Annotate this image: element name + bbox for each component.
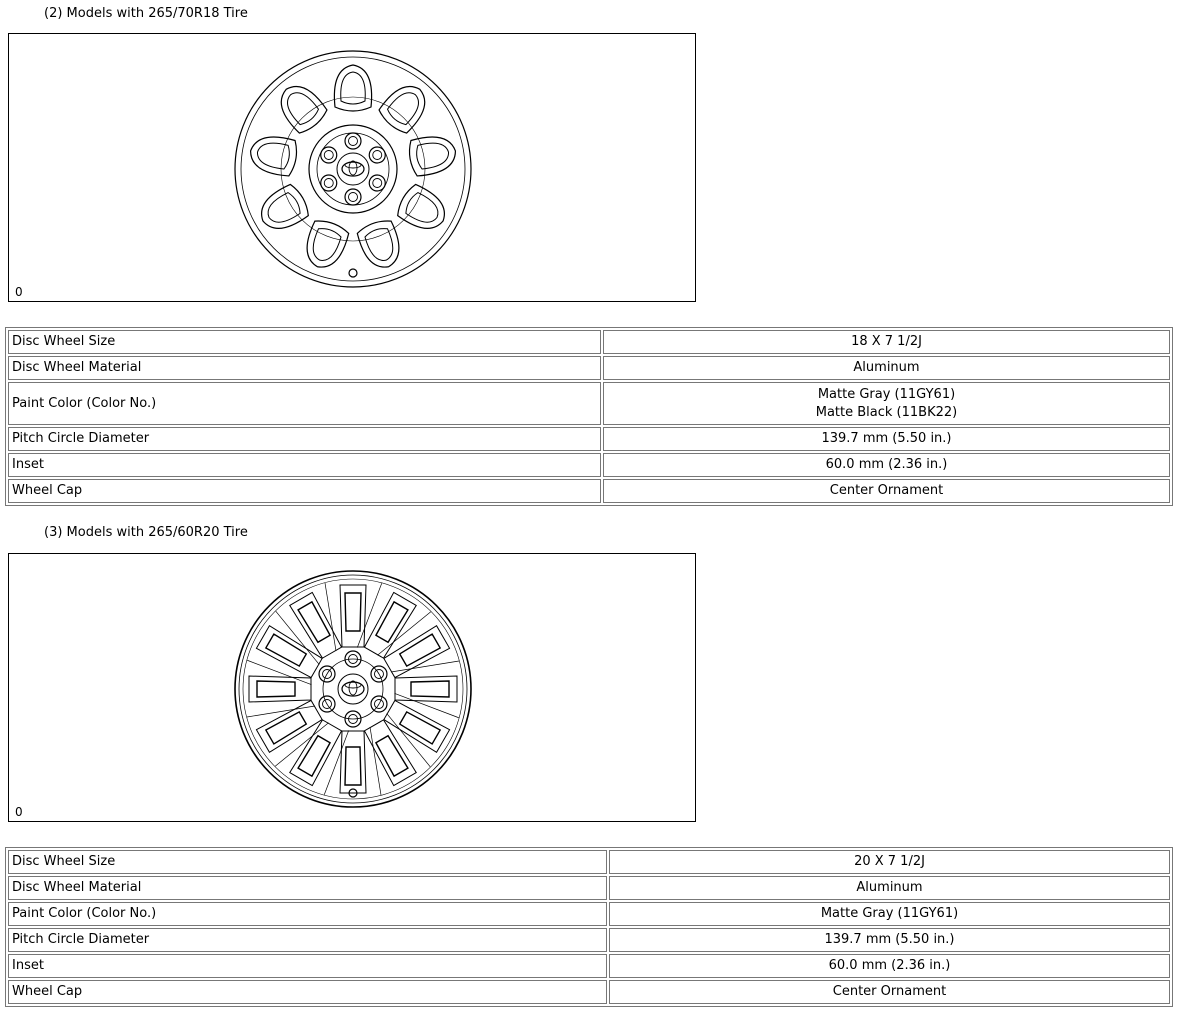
table-row: [8, 427, 1170, 451]
table-row: [8, 928, 1170, 952]
row-label: Paint Color (Color No.): [8, 382, 601, 425]
row-label: Inset: [8, 954, 607, 978]
table-row: [8, 876, 1170, 900]
row-value: 18 X 7 1/2J: [603, 330, 1170, 354]
table-row: [8, 330, 1170, 354]
row-value: 139.7 mm (5.50 in.): [603, 427, 1170, 451]
spec-table-20in: [5, 847, 1173, 1007]
row-label: Disc Wheel Material: [8, 356, 601, 380]
row-value: 20 X 7 1/2J: [609, 850, 1170, 874]
row-label: Pitch Circle Diameter: [8, 928, 607, 952]
row-value: Center Ornament: [603, 479, 1170, 503]
row-value: Aluminum: [609, 876, 1170, 900]
row-label: Disc Wheel Material: [8, 876, 607, 900]
figure-label: 0: [15, 805, 23, 819]
row-value: Center Ornament: [609, 980, 1170, 1004]
row-label: Disc Wheel Size: [8, 850, 607, 874]
paint-color-line-2: Matte Black (11BK22): [815, 404, 958, 420]
row-value: Matte Gray (11GY61): [609, 902, 1170, 926]
row-value: 60.0 mm (2.36 in.): [609, 954, 1170, 978]
section-heading-2: (2) Models with 265/70R18 Tire: [44, 6, 248, 21]
row-label: Wheel Cap: [8, 980, 607, 1004]
row-value: Aluminum: [603, 356, 1170, 380]
row-value: 60.0 mm (2.36 in.): [603, 453, 1170, 477]
table-row: [8, 453, 1170, 477]
spec-table-18in: [5, 327, 1173, 506]
row-label: Pitch Circle Diameter: [8, 427, 601, 451]
table-row: [8, 382, 1170, 425]
row-value: [603, 382, 1170, 425]
wheel-figure-18in: [8, 33, 696, 302]
figure-label: 0: [15, 285, 23, 299]
table-row: [8, 902, 1170, 926]
table-row: [8, 954, 1170, 978]
paint-color-line-1: Matte Gray (11GY61): [817, 386, 956, 402]
wheel-18in-illustration: [233, 49, 473, 289]
row-label: Disc Wheel Size: [8, 330, 601, 354]
table-row: [8, 980, 1170, 1004]
table-row: [8, 356, 1170, 380]
row-label: Inset: [8, 453, 601, 477]
wheel-20in-illustration: [233, 569, 473, 809]
table-row: [8, 850, 1170, 874]
wheel-figure-20in: [8, 553, 696, 822]
section-heading-3: (3) Models with 265/60R20 Tire: [44, 525, 248, 540]
table-row: [8, 479, 1170, 503]
row-label: Wheel Cap: [8, 479, 601, 503]
row-label: Paint Color (Color No.): [8, 902, 607, 926]
row-value: 139.7 mm (5.50 in.): [609, 928, 1170, 952]
